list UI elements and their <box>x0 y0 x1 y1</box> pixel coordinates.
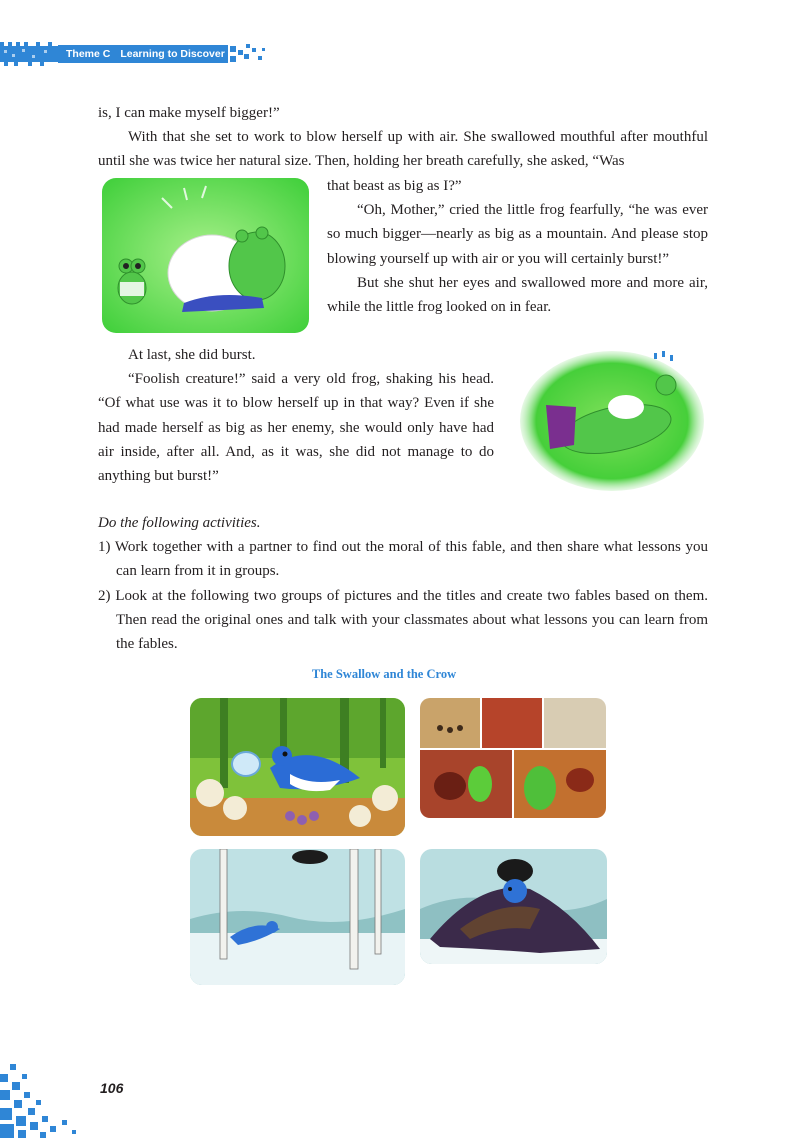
header-theme: Theme C <box>66 48 111 60</box>
figure-caption: The Swallow and the Crow <box>311 667 457 681</box>
story-paragraph-4: But she shut her eyes and swallowed more and more air, while the little frog looked on in fear. <box>327 274 708 316</box>
story-paragraph-6: “Foolish creature!” said a very old frog, shaking his head. “Of what use was it to blow herself up in that way? Even if she had made herself as big as her enemy, she would only have had air inside, after all. And, as it was, she did not manage to do anything but burst!” <box>98 371 494 485</box>
header-title: Learning to Discover <box>120 48 225 60</box>
activity-item-2: 2) Look at the following two groups of pictures and the titles and create two fables based on them. Then read the original ones and talk with your classmates about what lessons you can learn from the fables. <box>98 587 708 653</box>
activities-title: Do the following activities. <box>98 515 261 531</box>
story-paragraph-5: At last, she did burst. <box>128 347 256 363</box>
frog-burst-illustration <box>516 345 708 493</box>
activity-item-1: 1) Work together with a partner to find out the moral of this fable, and then share what lessons you can learn from it in groups. <box>98 539 708 580</box>
story-paragraph-2: With that she set to work to blow herself up with air. She swallowed mouthful after mouthful until she was twice her natural size. Then, holding her breath carefully, she asked, “Was <box>98 129 708 170</box>
swallow-winter-panel <box>190 849 405 985</box>
footer-pixel-decoration <box>0 1060 95 1138</box>
swallow-mirror-panel <box>190 698 405 836</box>
story-paragraph-3: “Oh, Mother,” cried the little frog fearfully, “he was ever so much bigger—nearly as big as a mountain. And please stop blowing yourself up with air or you will certainly burst!” <box>327 202 708 267</box>
story-block-top <box>98 101 708 174</box>
activities-section <box>98 511 708 656</box>
crow-cloak-panel <box>420 849 607 964</box>
story-paragraph-1: is, I can make myself bigger!” <box>98 105 280 121</box>
ant-collage-panel <box>420 698 606 818</box>
story-block-right <box>327 174 708 319</box>
frog-puffing-illustration <box>102 178 309 333</box>
page-number: 106 <box>100 1080 124 1096</box>
story-paragraph-2-cont: that beast as big as I?” <box>327 178 462 194</box>
header-tab <box>58 45 228 63</box>
story-block-left <box>98 343 494 488</box>
